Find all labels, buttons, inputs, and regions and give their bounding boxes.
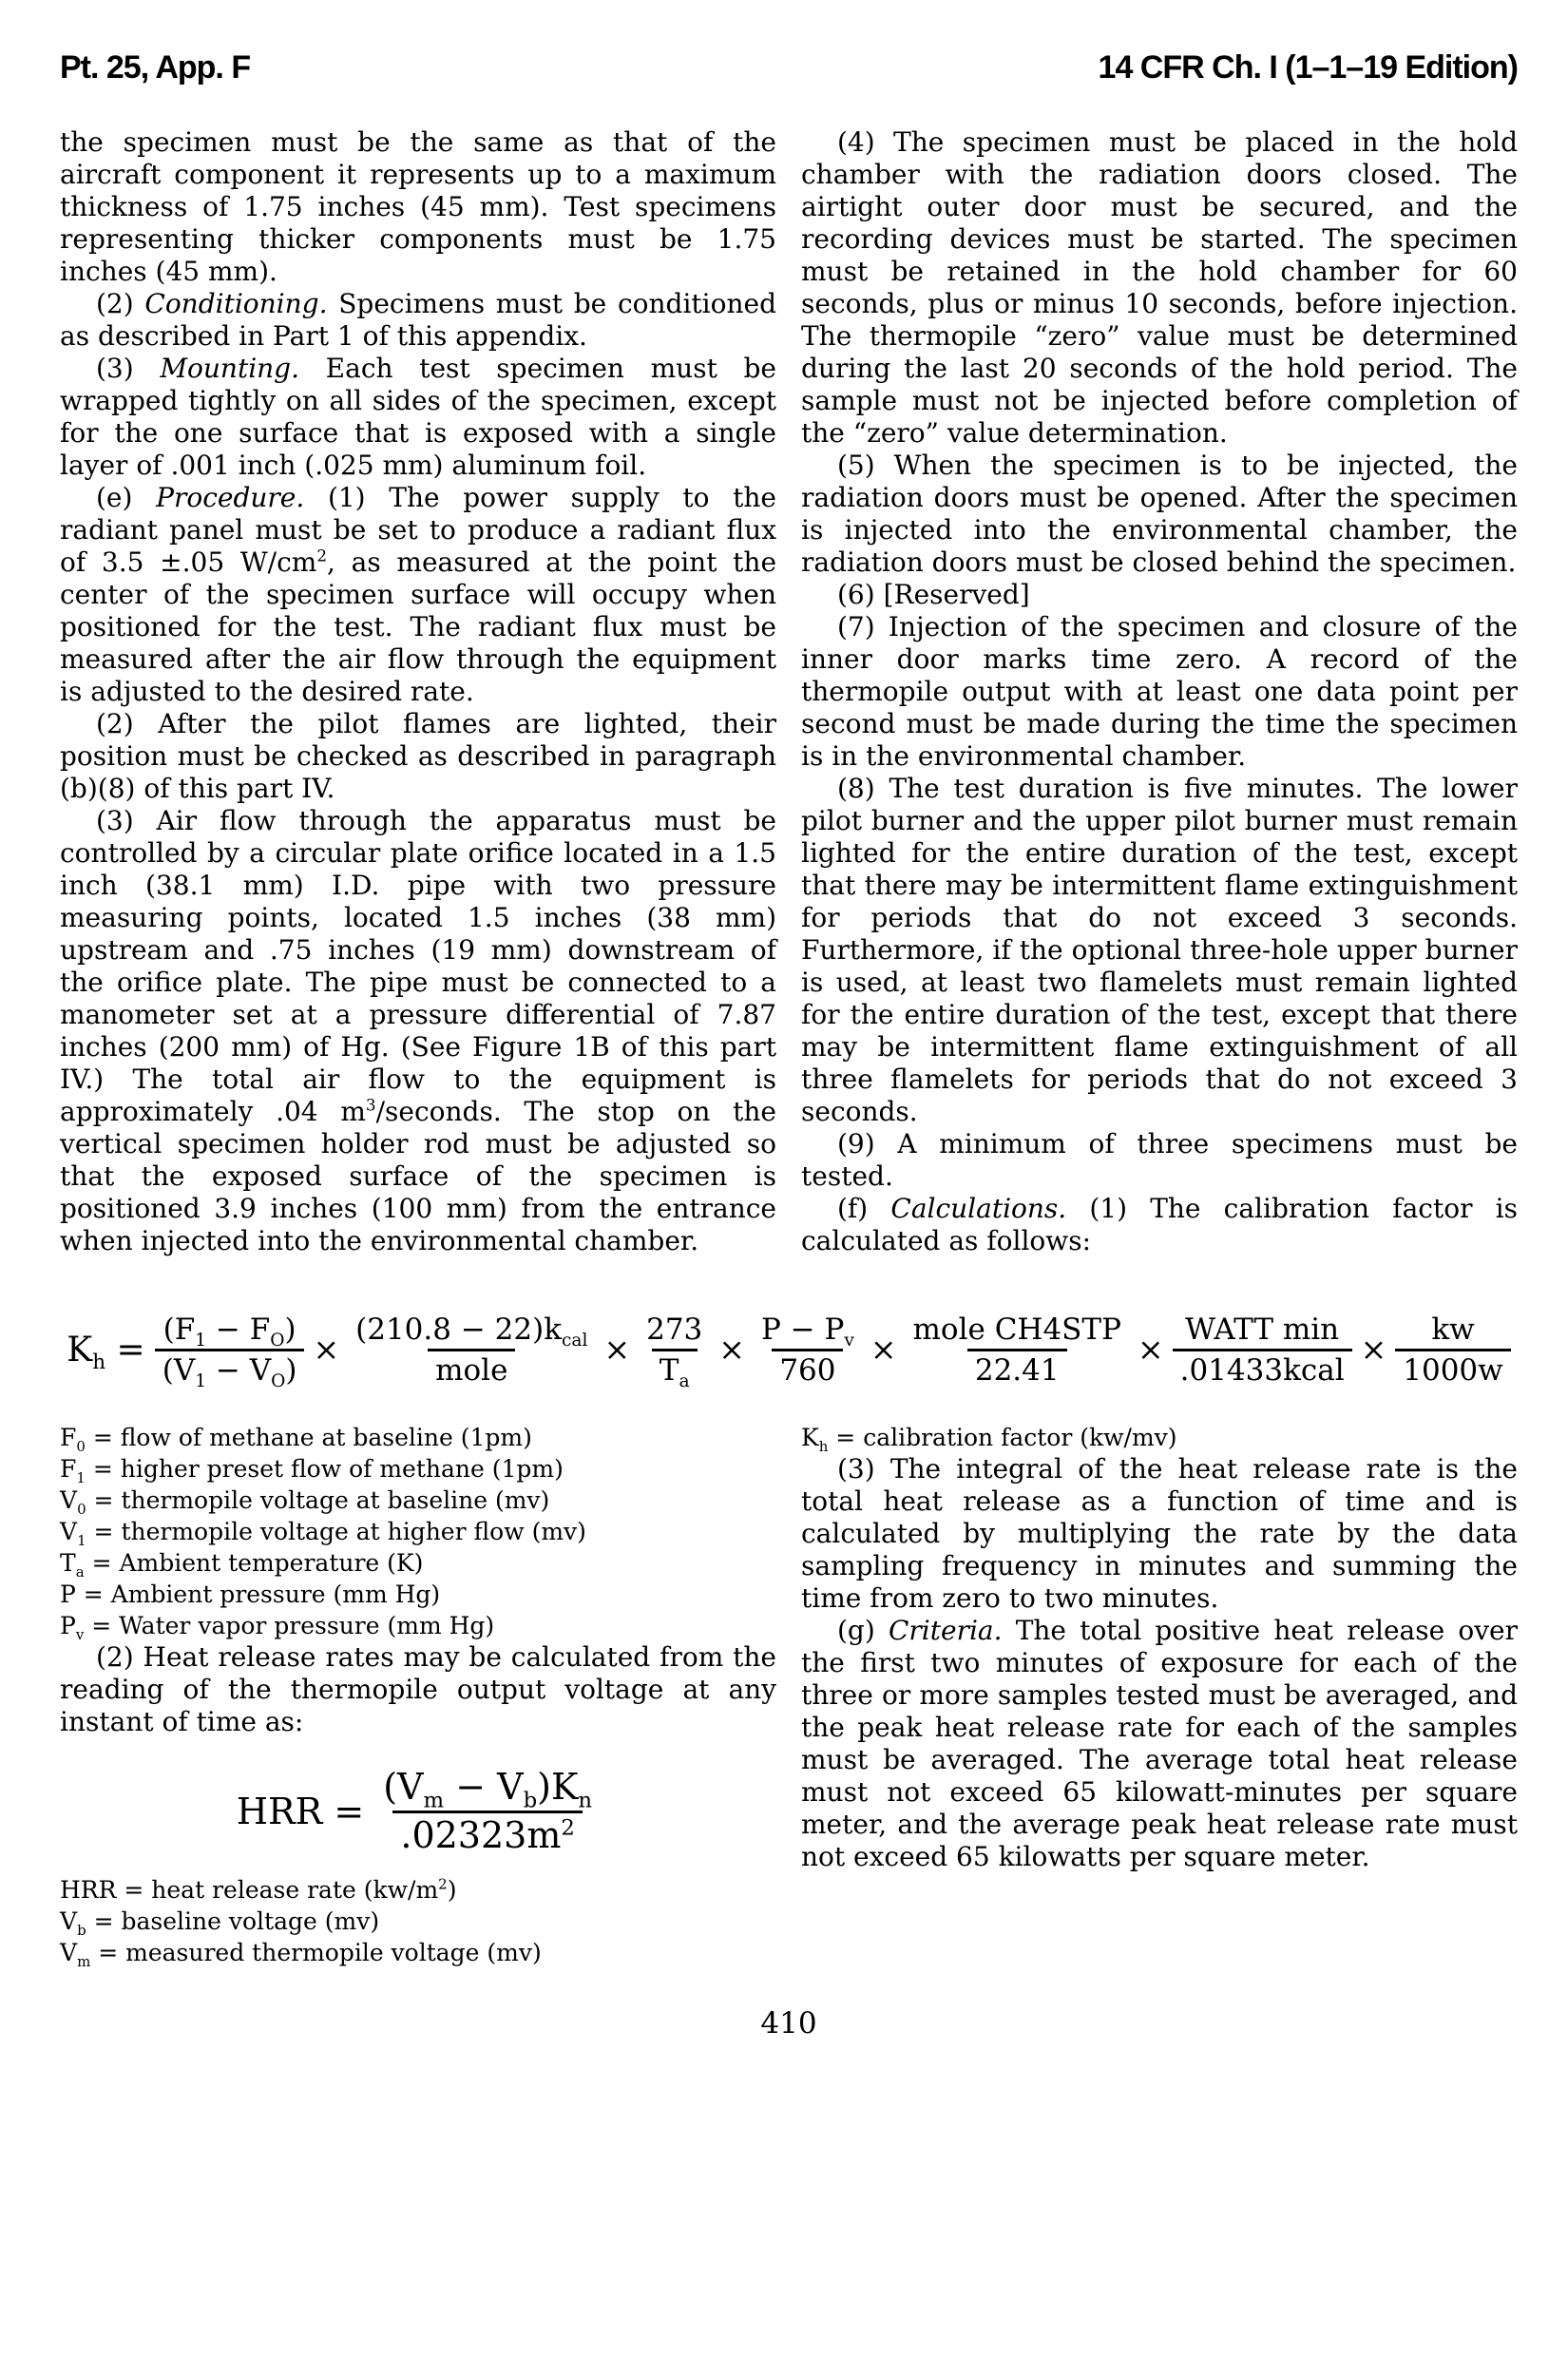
definitions-list bbox=[60, 1422, 776, 1644]
denominator: $T_a$ bbox=[652, 1349, 698, 1389]
denominator: 760 bbox=[772, 1349, 843, 1389]
numerator: WATT min bbox=[1185, 1313, 1340, 1347]
paragraph: (f) Calculations. (1) The calibration factor is calculated as follows: bbox=[801, 1193, 1518, 1256]
numerator: $(210.8 - 22)k_{cal}$ bbox=[355, 1313, 588, 1351]
definition-kh bbox=[801, 1422, 1518, 1456]
column-left bbox=[60, 126, 776, 1257]
paragraph: (8) The test duration is five minutes. The lower pilot burner and the upper pilot burner must remain lighted for the entire duration of the test, except that there may be intermittent flame extinguishment for periods that do not exceed 3 seconds. Furthermore, if the optional three-hole upper burner is used, at least two flamelets must remain lighted for the entire duration of the test, except that there may be intermittent flame extinguishment of all three flamelets for periods that do not exceed 3 seconds. bbox=[801, 773, 1518, 1127]
paragraph: (4) The specimen must be placed in the hold chamber with the radiation doors closed. The airtight outer door must be secured, and the recording devices must be started. The specimen must be retained in the hold chamber for 60 seconds, plus or minus 10 seconds, before injection. The thermopile “zero” value must be determined during the last 20 seconds of the hold period. The sample must not be injected before completion of the “zero” value determination. bbox=[801, 126, 1518, 449]
calibration-factor-formula bbox=[60, 1311, 1518, 1392]
paragraph: (3) Mounting. Each test specimen must be wrapped tightly on all sides of the specimen, except for the one surface that is exposed with a single layer of .001 inch (.025 mm) aluminum foil. bbox=[60, 353, 777, 481]
numerator: 273 bbox=[646, 1313, 703, 1347]
definition-item: $F_1$ = higher preset flow of methane (1pm) bbox=[60, 1455, 564, 1487]
paragraph: (3) The integral of the heat release rate is the total heat release as a function of time and is calculated by multiplying the rate by the data sampling frequency in minutes and summing the time from zero to two minutes. bbox=[801, 1453, 1518, 1615]
two-column-body-bottom bbox=[60, 1422, 1518, 1968]
fraction-temperature bbox=[639, 1311, 710, 1392]
paragraph: (2) After the pilot flames are lighted, their position must be checked as described in paragraph (b)(8) of this part IV. bbox=[60, 708, 776, 804]
paragraph: (9) A minimum of three specimens must be tested. bbox=[801, 1128, 1518, 1192]
paragraph: (g) Criteria. The total positive heat release over the first two minutes of exposure for each of the three or more samples tested must be averaged, and the peak heat release rate for each of the samples must be averaged. The average total heat release must not exceed 65 kilowatt-minutes per square meter, and the average peak heat release rate must not exceed 65 kilowatts per square meter. bbox=[801, 1615, 1519, 1873]
denominator: .01433kcal bbox=[1173, 1349, 1352, 1389]
page-number: 410 bbox=[760, 2005, 817, 2041]
paragraph: (2) Conditioning. Specimens must be conditioned as described in Part 1 of this appendix. bbox=[60, 288, 776, 352]
two-column-body-top bbox=[60, 126, 1518, 1257]
multiply-operator: × bbox=[870, 1331, 897, 1369]
definition-item: $V_m$ = measured thermopile voltage (mv) bbox=[60, 1938, 542, 1970]
denominator: 1000w bbox=[1395, 1349, 1510, 1389]
numerator: mole CH4STP bbox=[912, 1313, 1121, 1347]
numerator: $(V_m - V_b)K_n$ bbox=[383, 1766, 593, 1813]
numerator: kw bbox=[1431, 1313, 1475, 1347]
fraction-mole-ch4 bbox=[906, 1311, 1129, 1389]
definition-item: $T_a$ = Ambient temperature (K) bbox=[60, 1549, 424, 1581]
fraction-pressure bbox=[754, 1311, 862, 1389]
multiply-operator: × bbox=[603, 1331, 631, 1369]
numerator: $(F_1 - F_O)$ bbox=[163, 1313, 296, 1351]
formula-lhs: $K_h$ = bbox=[67, 1330, 145, 1374]
numerator: $P - P_v$ bbox=[760, 1313, 854, 1351]
definition-item: HRR = heat release rate $(kw/m^2)$ bbox=[60, 1875, 457, 1904]
header-left-title: Pt. 25, App. F bbox=[60, 49, 251, 86]
paragraph: (e) Procedure. (1) The power supply to the radiant panel must be set to produce a radiant flux of 3.5 ±.05 $W/cm^2$, as measured at the point the center of the specimen surface will occupy when positioned for the test. The radiant flux must be measured after the air flow through the equipment is adjusted to the desired rate. bbox=[60, 482, 777, 707]
running-header bbox=[60, 49, 1518, 86]
fraction-hrr bbox=[375, 1765, 600, 1859]
hrr-formula bbox=[60, 1765, 776, 1859]
fraction-flow-voltage bbox=[155, 1311, 305, 1392]
paragraph: (3) Air flow through the apparatus must be controlled by a circular plate orifice located in a 1.5 inch (38.1 mm) I.D. pipe with two pressure measuring points, located 1.5 inches (38 mm) upstream and .75 inches (19 mm) downstream of the orifice plate. The pipe must be connected to a manometer set at a pressure differential of 7.87 inches (200 mm) of Hg. (See Figure 1B of this part IV.) The total air flow to the equipment is approximately .04 $m^3$/seconds. The stop on the vertical specimen holder rod must be adjusted so that the exposed surface of the specimen is positioned 3.9 inches (100 mm) from the entrance when injected into the environmental chamber. bbox=[60, 805, 777, 1256]
paragraph: (6) [Reserved] bbox=[837, 579, 1030, 610]
definition-item: $V_0$ = thermopile voltage at baseline (mv) bbox=[60, 1486, 550, 1519]
denominator: $(V_1 - V_O)$ bbox=[155, 1349, 305, 1389]
column-right bbox=[801, 126, 1518, 1257]
denominator: mole bbox=[428, 1349, 515, 1389]
fraction-watt-min bbox=[1173, 1311, 1352, 1389]
paragraph: (2) Heat release rates may be calculated from the reading of the thermopile output voltage at any instant of time as: bbox=[60, 1641, 776, 1738]
definition-item: P = Ambient pressure (mm Hg) bbox=[60, 1581, 441, 1609]
definitions-list-hrr bbox=[60, 1874, 776, 1968]
column-left bbox=[60, 1422, 776, 1968]
definition-item: $K_h$ = calibration factor (kw/mv) bbox=[801, 1424, 1177, 1456]
denominator: 22.41 bbox=[967, 1349, 1067, 1389]
fraction-kcal-mole bbox=[348, 1311, 595, 1389]
paragraph: (7) Injection of the specimen and closure of the inner door marks time zero. A record of the thermopile output with at least one data point per second must be made during the time the specimen is in the environmental chamber. bbox=[801, 611, 1518, 772]
fraction-kw bbox=[1395, 1311, 1510, 1389]
header-right-title: 14 CFR Ch. I (1–1–19 Edition) bbox=[1098, 49, 1518, 86]
column-right bbox=[801, 1422, 1518, 1968]
multiply-operator: × bbox=[1137, 1331, 1164, 1369]
multiply-operator: × bbox=[1360, 1331, 1387, 1369]
definition-item: $V_1$ = thermopile voltage at higher flow (mv) bbox=[60, 1518, 586, 1550]
definition-item: $V_b$ = baseline voltage (mv) bbox=[60, 1907, 380, 1939]
definition-item: $F_0$ = flow of methane at baseline (1pm) bbox=[60, 1424, 532, 1456]
paragraph: the specimen must be the same as that of the aircraft component it represents up to a maximum thickness of 1.75 inches (45 mm). Test specimens representing thicker components must be 1.75 inches (45 mm). bbox=[60, 126, 776, 287]
formula-lhs: HRR = bbox=[236, 1790, 365, 1832]
paragraph: (5) When the specimen is to be injected, the radiation doors must be opened. After the specimen is injected into the environmental chamber, the radiation doors must be closed behind the specimen. bbox=[801, 450, 1518, 578]
multiply-operator: × bbox=[718, 1331, 745, 1369]
denominator: $.02323m^2$ bbox=[392, 1811, 583, 1859]
definition-item: $P_v$ = Water vapor pressure (mm Hg) bbox=[60, 1612, 495, 1644]
multiply-operator: × bbox=[313, 1331, 340, 1369]
